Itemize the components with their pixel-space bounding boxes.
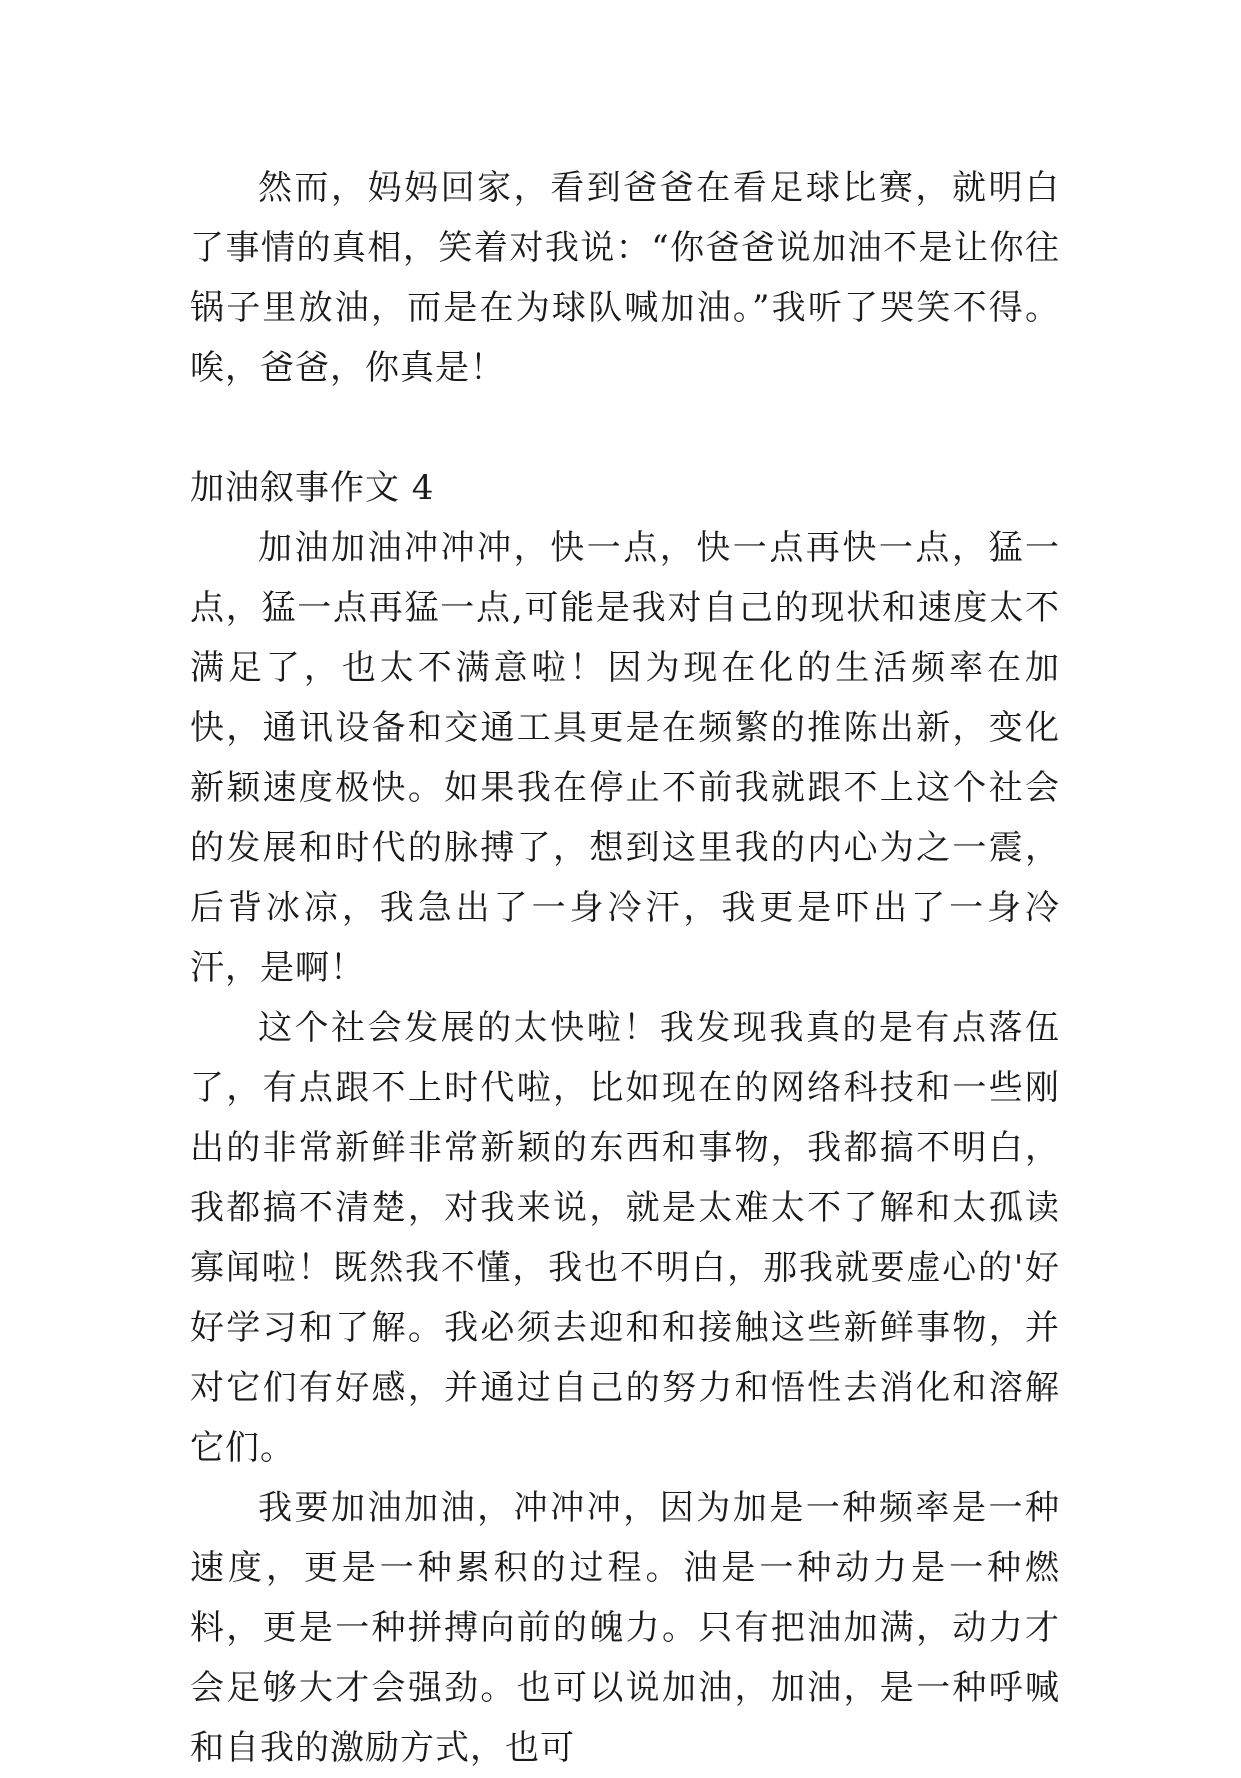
paragraph-2: 这个社会发展的太快啦！我发现我真的是有点落伍了，有点跟不上时代啦，比如现在的网络科技和一些刚出的非常新鲜非常新颖的东西和事物，我都搞不明白，我都搞不清楚，对我来说，就是太难太不了解和太孤读寡闻啦！既然我不懂，我也不明白，那我就要虚心的'好好学习和了解。我必须去迎和和接触这些新鲜事物，并对它们有好感，并通过自己的努力和悟性去消化和溶解它们。 (190, 1008, 1060, 1468)
paragraph-1: 加油加油冲冲冲，快一点，快一点再快一点，猛一点，猛一点再猛一点,可能是我对自己的现状和速度太不满足了，也太不满意啦！因为现在化的生活频率在加快，通讯设备和交通工具更是在频繁的推陈出新，变化新颖速度极快。如果我在停止不前我就跟不上这个社会的发展和时代的脉搏了，想到这里我的内心为之一震，后背冰凉，我急出了一身冷汗，我更是吓出了一身冷汗，是啊！ (190, 528, 1060, 988)
document-page (190, 158, 1060, 1778)
section-spacer (190, 398, 1060, 458)
paragraph-ending: 然而，妈妈回家，看到爸爸在看足球比赛，就明白了事情的真相，笑着对我说：“你爸爸说加油不是让你往锅子里放油，而是在为球队喊加油。”我听了哭笑不得。唉，爸爸，你真是！ (190, 168, 1060, 388)
paragraph-3: 我要加油加油，冲冲冲，因为加是一种频率是一种速度，更是一种累积的过程。油是一种动力是一种燃料，更是一种拼搏向前的魄力。只有把油加满，动力才会足够大才会强劲。也可以说加油，加油，是一种呼喊和自我的激励方式，也可 (190, 1488, 1060, 1768)
section-title: 加油叙事作文 4 (190, 468, 435, 508)
